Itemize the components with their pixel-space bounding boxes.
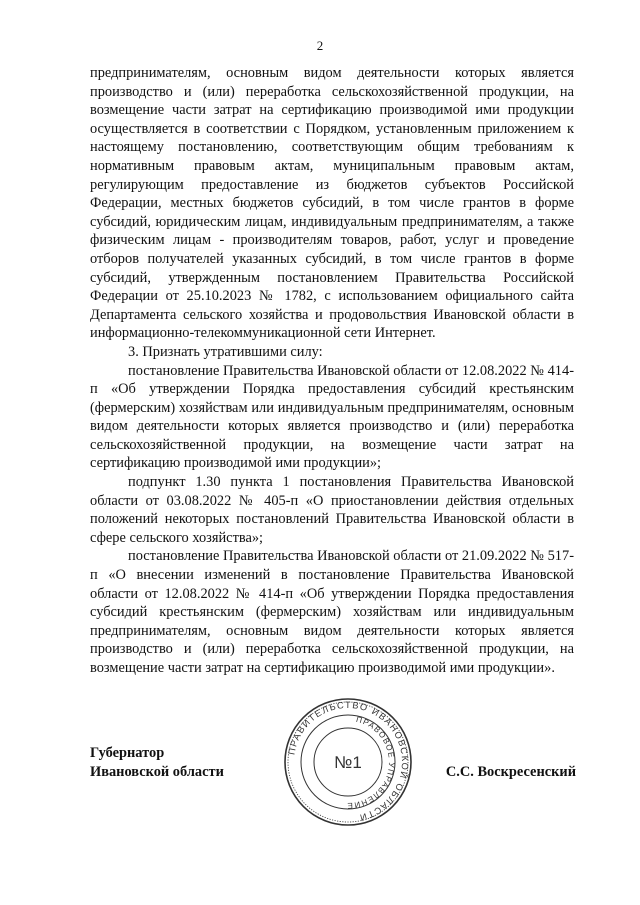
paragraph-continuation: предпринимателям, основным видом деятельности которых является производство и (или) переработка сельскохозяйственной продукции, на возмещение части затрат на сертификацию производимой ими продукции осуществляется в соответствии с Порядком, установленным приложением к настоящему постановлению, соответствующим общим требованиям к нормативным правовым актам, муниципальным правовым актам, регулирующим предоставление из бюджетов субъектов Российской Федерации, местных бюджетов субсидий, в том числе грантов в форме субсидий, юридическим лицам, индивидуальным предпринимателям, а также физическим лицам - производителям товаров, работ, услуг и проведение отборов получателей указанных субсидий, в том числе грантов в форме субсидий, утвержденным постановлением Правительства Российской Федерации от 25.10.2023 № 1782, с использованием официального сайта Департамента сельского хозяйства и продовольствия Ивановской области в информационно-телекоммуникационной сети Интернет. [90, 65, 574, 342]
paragraph-repeal-414p: постановление Правительства Ивановской области от 12.08.2022 № 414-п «Об утверждении Порядка предоставления субсидий крестьянским (фермерским) хозяйствам или индивидуальным предпринимателям, основным видом деятельности которых является производство и (или) переработка сельскохозяйственной продукции, на возмещение части затрат на сертификацию производимой ими продукции»; [90, 362, 574, 472]
document-body [90, 64, 574, 678]
seal-outer-text: ПРАВИТЕЛЬСТВО ИВАНОВСКОЙ ОБЛАСТИ [286, 699, 411, 823]
seal-inner-text: ПРАВОВОЕ УПРАВЛЕНИЕ [346, 714, 397, 811]
signature-name: С.С. Воскресенский [445, 764, 576, 780]
paragraph-item-3: 3. Признать утратившими силу: [128, 343, 323, 360]
signature-title-line1: Губернатор [90, 745, 165, 761]
page-number: 2 [316, 38, 324, 53]
signature-title [90, 744, 224, 782]
official-seal [282, 696, 414, 828]
paragraph-repeal-517p: постановление Правительства Ивановской области от 21.09.2022 № 517-п «О внесении изменений в постановление Правительства Ивановской области от 12.08.2022 № 414-п «Об утверждении Порядка предоставления субсидий крестьянским (фермерским) хозяйствам или индивидуальным предпринимателям, основным видом деятельности которых является производство и (или) переработка сельскохозяйственной продукции, на возмещение части затрат на сертификацию производимой ими продукции». [90, 548, 574, 676]
seal-number: №1 [334, 753, 362, 772]
paragraph-repeal-405p: подпункт 1.30 пункта 1 постановления Правительства Ивановской области от 03.08.2022 № 405-п «О приостановлении действия отдельных положений некоторых постановлений Правительства Ивановской области в сфере сельского хозяйства»; [90, 474, 574, 546]
signature-title-line2: Ивановской области [90, 764, 224, 780]
